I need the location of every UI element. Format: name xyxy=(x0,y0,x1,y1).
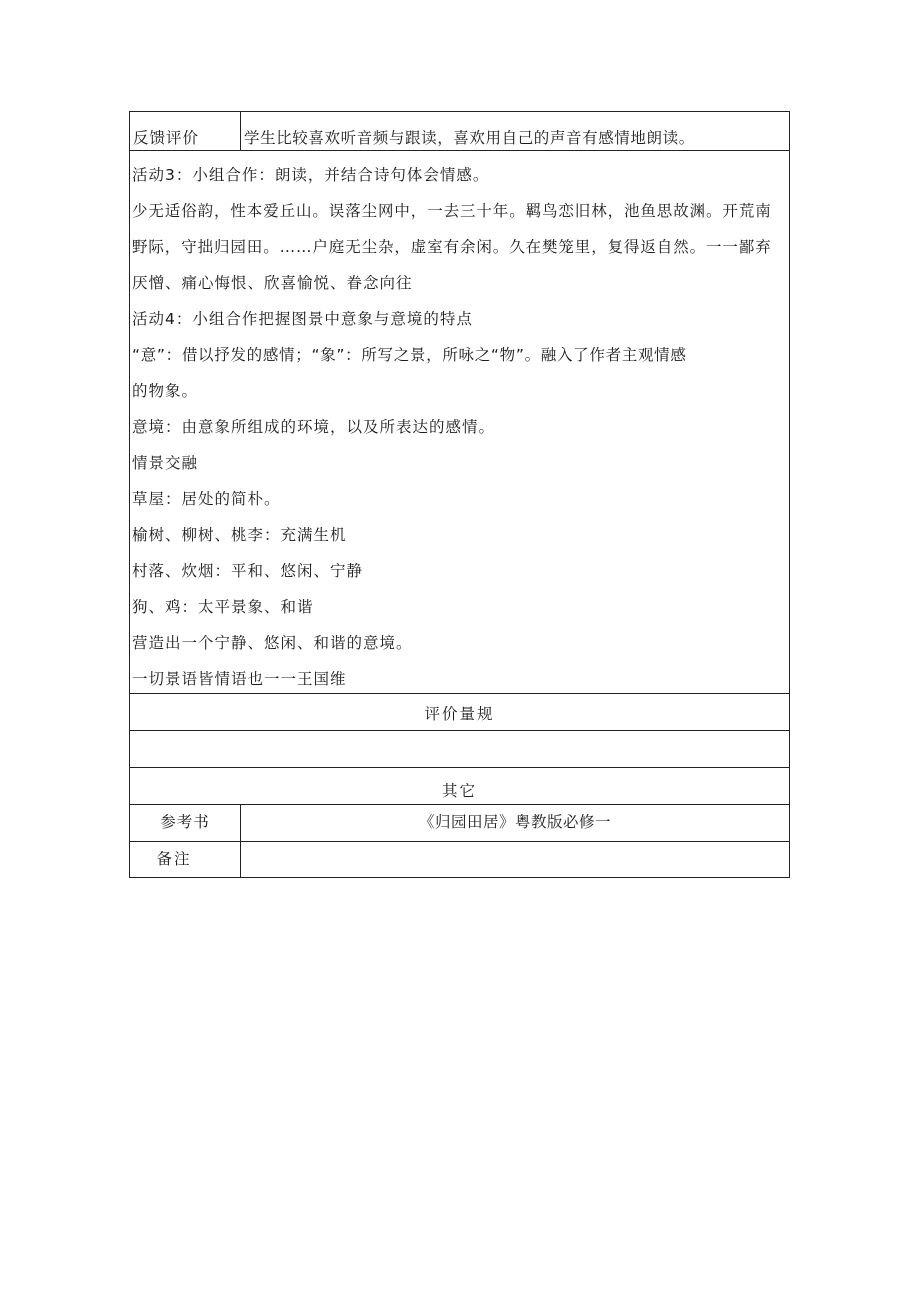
activity-line: 榆树、柳树、桃李：充满生机 xyxy=(132,526,347,544)
rubric-heading: 评价量规 xyxy=(424,705,495,723)
activity-line: 野际，守拙归园田。……户庭无尘杂，虚室有余闲。久在樊笼里，复得返自然。一一鄙弃 xyxy=(132,238,772,256)
remark-label: 备注 xyxy=(156,850,192,868)
other-heading: 其它 xyxy=(441,782,477,800)
rubric-content-row xyxy=(130,731,789,767)
activity-line: 一切景语皆情语也一一王国维 xyxy=(132,670,347,688)
activity-line: 营造出一个宁静、悠闲、和谐的意境。 xyxy=(132,634,413,652)
reference-value: 《归园田居》粤教版必修一 xyxy=(418,813,611,831)
activity-line: 的物象。 xyxy=(132,382,199,400)
activity-block xyxy=(130,151,789,693)
activity-line: “意”：借以抒发的感情；“象”：所写之景，所咏之“物”。融入了作者主观情感 xyxy=(132,346,687,364)
other-heading-row xyxy=(130,768,789,804)
activity-line: 村落、炊烟：平和、悠闲、宁静 xyxy=(132,562,364,580)
activity-line: 意境：由意象所组成的环境，以及所表达的感情。 xyxy=(132,418,496,436)
activity-line: 情景交融 xyxy=(132,454,199,472)
label-column-divider xyxy=(240,804,241,878)
reference-label: 参考书 xyxy=(160,813,210,831)
activity-line: 少无适俗韵，性本爱丘山。误落尘网中，一去三十年。羁鸟恋旧林，池鱼思故渊。开荒南 xyxy=(132,202,772,220)
feedback-row xyxy=(130,112,789,150)
remark-row xyxy=(130,842,789,878)
rubric-heading-row xyxy=(130,694,789,730)
activity-line: 活动4：小组合作把握图景中意象与意境的特点 xyxy=(132,310,473,328)
reference-row xyxy=(130,805,789,841)
activity-line: 厌憎、痛心悔恨、欣喜愉悦、眷念向往 xyxy=(132,274,413,292)
feedback-divider xyxy=(240,112,241,150)
feedback-value: 学生比较喜欢听音频与跟读，喜欢用自己的声音有感情地朗读。 xyxy=(244,129,695,147)
activity-line: 活动3：小组合作：朗读，并结合诗句体会情感。 xyxy=(132,166,490,184)
lesson-plan-table xyxy=(129,111,790,878)
activity-line: 草屋：居处的简朴。 xyxy=(132,490,281,508)
feedback-label: 反馈评价 xyxy=(133,129,200,147)
activity-line: 狗、鸡：太平景象、和谐 xyxy=(132,598,314,616)
